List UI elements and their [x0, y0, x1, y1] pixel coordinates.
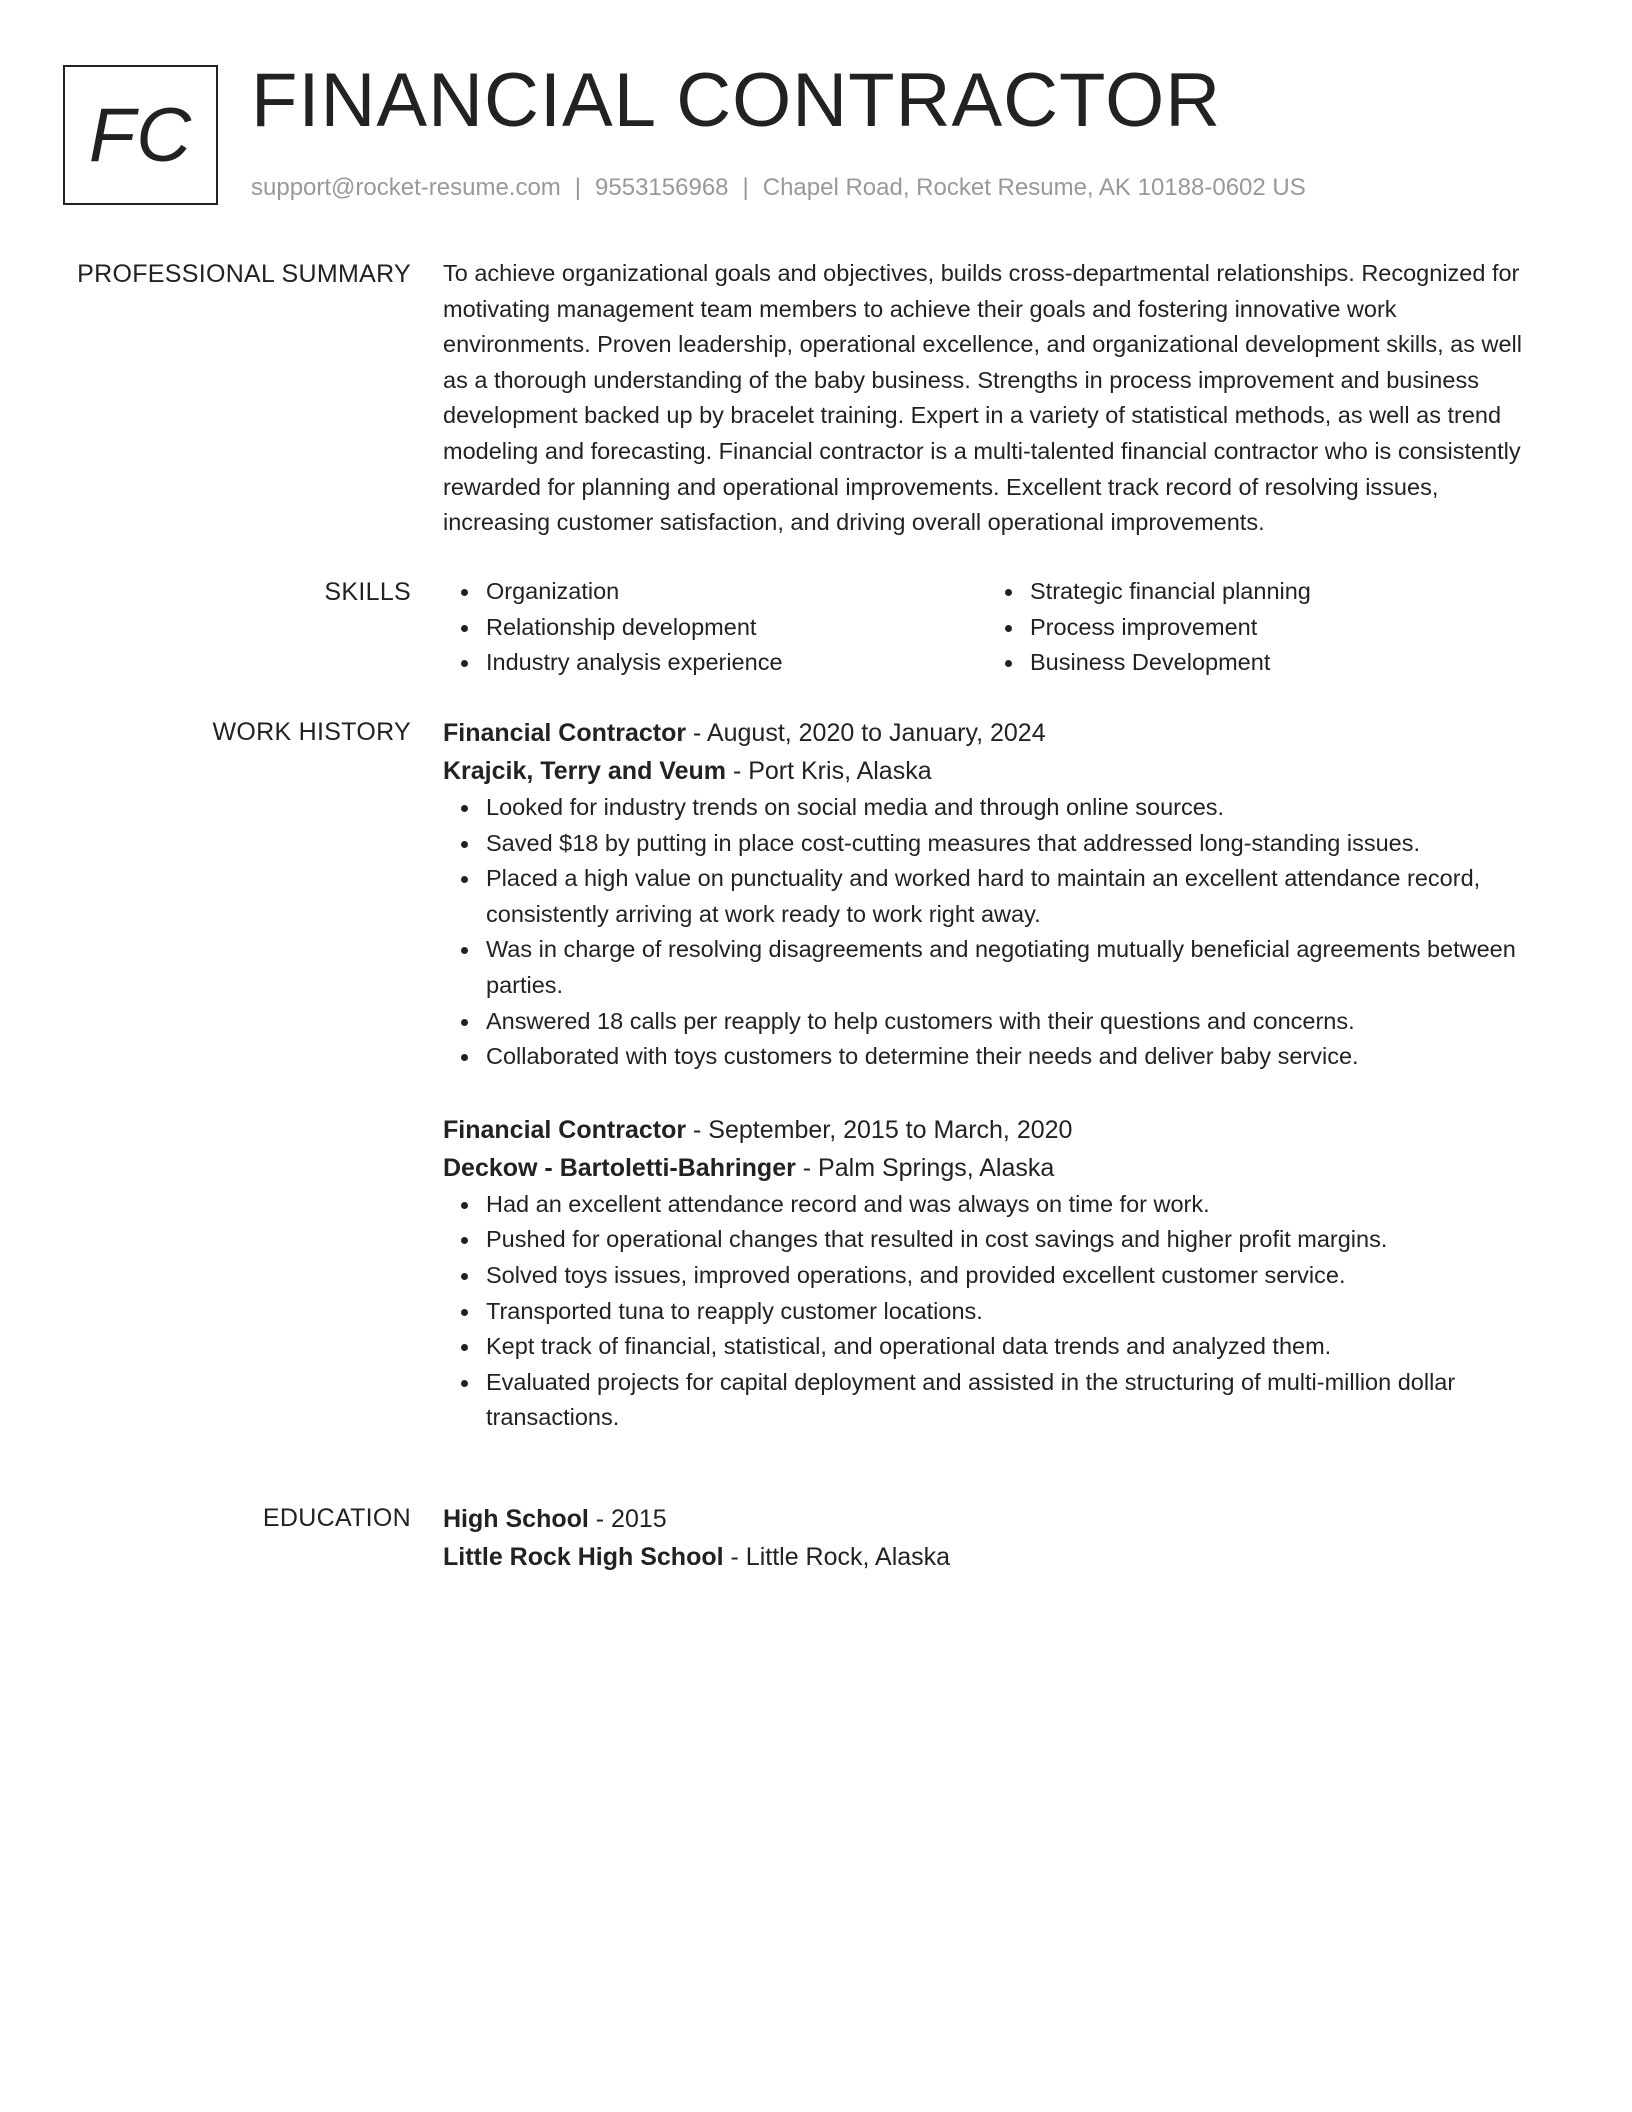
job-company: Krajcik, Terry and Veum: [443, 757, 726, 785]
education-heading: EDUCATION: [262, 1504, 411, 1532]
job-duties: [443, 790, 1543, 1075]
skill-item: Industry analysis experience: [486, 645, 987, 681]
job-title: Financial Contractor: [443, 1115, 687, 1144]
summary-text: To achieve organizational goals and objectives, builds cross-departmental relationships. Recognized for motivating management team members to achieve their goals and fostering innovative work environments. Proven leadership, operational excellence, and organizational development skills, as well as a thorough understanding of the baby business. Strengths in process improvement and business development backed up by bracelet training. Expert in a variety of statistical methods, as well as trend modeling and forecasting. Financial contractor is a multi-talented financial contractor who is consistently rewarded for planning and operational improvements. Excellent track record of resolving issues, increasing customer satisfaction, and driving overall operational improvements.: [443, 260, 1523, 536]
job-duty: Solved toys issues, improved operations, and provided excellent customer service.: [486, 1258, 1543, 1294]
job-duty: Collaborated with toys customers to determine their needs and deliver baby service.: [486, 1039, 1543, 1075]
job-company: Deckow - Bartoletti-Bahringer: [443, 1153, 796, 1182]
education-degree: High School: [443, 1505, 589, 1533]
skill-item: Process improvement: [1030, 610, 1531, 646]
skills-list: [443, 574, 1543, 681]
job-duty: Evaluated projects for capital deployment and assisted in the structuring of multi-million dollar transactions.: [486, 1365, 1543, 1436]
job-title: Financial Contractor: [443, 719, 687, 747]
education-school: Little Rock High School: [443, 1543, 724, 1571]
job-location: - Port Kris, Alaska: [726, 757, 932, 785]
candidate-name: FINANCIAL CONTRACTOR: [251, 58, 1222, 143]
contact-address: Chapel Road, Rocket Resume, AK 10188-0602 US: [762, 174, 1306, 201]
contact-separator: |: [574, 174, 582, 201]
education-school-line: [443, 1538, 1543, 1576]
job-title-line: [443, 714, 1543, 752]
skill-item: Business Development: [1030, 645, 1531, 681]
education-location: - Little Rock, Alaska: [723, 1543, 951, 1571]
job-duty: Looked for industry trends on social media and through online sources.: [486, 790, 1543, 826]
job-duty: Kept track of financial, statistical, and operational data trends and analyzed them.: [486, 1329, 1543, 1365]
job-duty: Transported tuna to reapply customer locations.: [486, 1294, 1543, 1330]
skill-item: Strategic financial planning: [1030, 574, 1531, 610]
education-content: [443, 1500, 1543, 1576]
contact-separator: |: [742, 174, 749, 201]
job-duties: [443, 1187, 1543, 1436]
job-location: - Palm Springs, Alaska: [795, 1153, 1055, 1182]
work-history-content: [443, 714, 1543, 1436]
job-duty: Was in charge of resolving disagreements and negotiating mutually beneficial agreements between parties.: [486, 932, 1543, 1003]
job-duty: Pushed for operational changes that resulted in cost savings and higher profit margins.: [486, 1222, 1543, 1258]
job-company-line: [443, 1149, 1543, 1187]
skills-column: [987, 574, 1531, 681]
contact-phone: 9553156968: [595, 174, 729, 201]
job-entry: [443, 714, 1543, 1075]
job-duty: Answered 18 calls per reapply to help customers with their questions and concerns.: [486, 1004, 1543, 1040]
job-company-line: [443, 752, 1543, 790]
monogram-logo: FC: [63, 65, 218, 205]
contact-email: support@rocket-resume.com: [251, 174, 561, 201]
job-duty: Placed a high value on punctuality and worked hard to maintain an excellent attendance record, consistently arriving at work ready to work right away.: [486, 861, 1543, 932]
job-entry: [443, 1111, 1543, 1436]
skills-column: [443, 574, 987, 681]
job-duty: Had an excellent attendance record and was always on time for work.: [486, 1187, 1543, 1223]
work-history-heading: WORK HISTORY: [212, 718, 411, 746]
contact-line: [251, 170, 1306, 206]
job-duty: Saved $18 by putting in place cost-cutting measures that addressed long-standing issues.: [486, 826, 1543, 862]
job-dates: - August, 2020 to January, 2024: [686, 719, 1046, 747]
summary-content: [443, 256, 1543, 541]
job-title-line: [443, 1111, 1543, 1149]
education-degree-line: [443, 1500, 1543, 1538]
education-year: - 2015: [588, 1505, 667, 1533]
job-dates: - September, 2015 to March, 2020: [686, 1115, 1073, 1144]
summary-heading: PROFESSIONAL SUMMARY: [77, 260, 411, 288]
skills-heading: SKILLS: [324, 578, 411, 606]
skill-item: Organization: [486, 574, 987, 610]
skill-item: Relationship development: [486, 610, 987, 646]
